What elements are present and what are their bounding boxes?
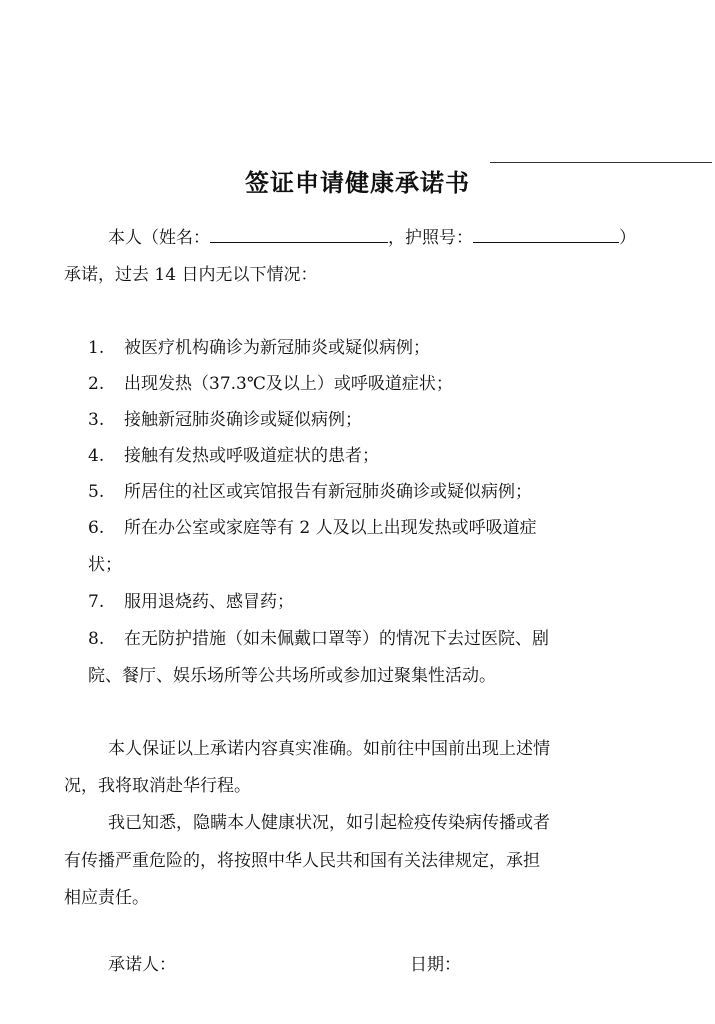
- list-item: [88, 590, 294, 614]
- declaration-line: 承诺，过去 14 日内无以下情况：: [64, 265, 318, 285]
- list-item: [88, 408, 362, 432]
- list-item: [88, 372, 453, 396]
- intro-prefix: 本人（姓名：: [108, 228, 210, 248]
- paragraph-2-line-3: 相应责任。: [64, 888, 149, 908]
- paragraph-2-line-1: 我已知悉，隐瞒本人健康状况，如引起检疫传染病传播或者: [108, 813, 550, 833]
- intro-suffix: ）: [619, 228, 636, 248]
- list-item-text: 在无防护措施（如未佩戴口罩等）的情况下去过医院、剧: [124, 629, 549, 649]
- list-item-text: 服用退烧药、感冒药；: [124, 592, 294, 612]
- list-item-number: 4.: [88, 446, 105, 466]
- paragraph-1-line-1: 本人保证以上承诺内容真实准确。如前往中国前出现上述情: [108, 739, 550, 759]
- list-item: [88, 516, 537, 540]
- name-field[interactable]: [210, 226, 388, 243]
- date-label: 日期：: [410, 955, 461, 975]
- list-item-number: 5.: [88, 482, 105, 502]
- intro-middle: ，护照号：: [388, 228, 473, 248]
- list-item-continuation: 状；: [88, 555, 122, 575]
- list-item-continuation: 院、餐厅、娱乐场所等公共场所或参加过聚集性活动。: [88, 666, 496, 686]
- promisor-label: 承诺人：: [108, 955, 176, 975]
- list-item-number: 3.: [88, 410, 105, 430]
- paragraph-1-line-2: 况，我将取消赴华行程。: [64, 776, 251, 796]
- list-item-text: 被医疗机构确诊为新冠肺炎或疑似病例；: [124, 338, 430, 358]
- list-item: [88, 336, 430, 360]
- list-item-text: 所在办公室或家庭等有 2 人及以上出现发热或呼吸道症: [124, 518, 537, 538]
- document-title: 签证申请健康承诺书: [245, 169, 470, 197]
- list-item: [88, 627, 549, 651]
- list-item-number: 8.: [88, 629, 105, 649]
- list-item-text: 所居住的社区或宾馆报告有新冠肺炎确诊或疑似病例；: [124, 482, 532, 502]
- list-item-text: 接触新冠肺炎确诊或疑似病例；: [124, 410, 362, 430]
- list-item: [88, 480, 532, 504]
- passport-field[interactable]: [473, 226, 619, 243]
- list-item-text: 出现发热（37.3℃及以上）或呼吸道症状；: [124, 374, 453, 394]
- list-item: [88, 444, 379, 468]
- intro-line: [108, 226, 636, 250]
- paragraph-2-line-2: 有传播严重危险的，将按照中华人民共和国有关法律规定，承担: [64, 851, 540, 871]
- list-item-number: 7.: [88, 592, 105, 612]
- list-item-number: 6.: [88, 518, 105, 538]
- list-item-text: 接触有发热或呼吸道症状的患者；: [124, 446, 379, 466]
- list-item-number: 1.: [88, 338, 105, 358]
- list-item-number: 2.: [88, 374, 105, 394]
